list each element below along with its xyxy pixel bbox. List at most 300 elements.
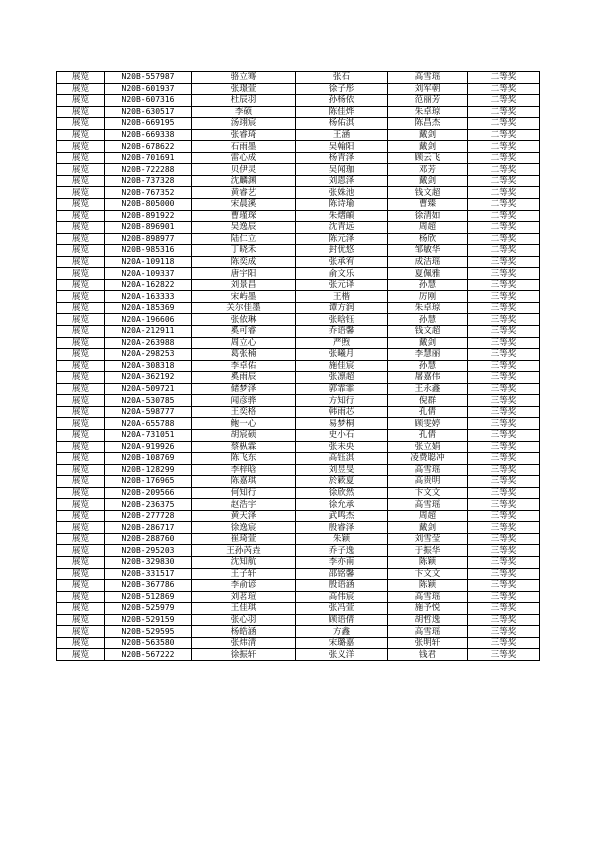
table-row [57, 152, 540, 164]
category-cell: 展览 [57, 406, 105, 418]
student-name-cell: 奚雨辰 [192, 372, 296, 384]
code-cell: N20B-176965 [105, 476, 192, 488]
award-cell: 三等奖 [468, 580, 540, 592]
award-cell: 二等奖 [468, 106, 540, 118]
teacher-name-cell: 钱君 [388, 649, 468, 661]
teacher-name-cell: 周超 [388, 510, 468, 522]
partner-name-cell: 刘昱旻 [296, 464, 388, 476]
category-cell: 展览 [57, 72, 105, 84]
student-name-cell: 王奕格 [192, 406, 296, 418]
partner-name-cell: 张义洋 [296, 649, 388, 661]
table-row [57, 187, 540, 199]
partner-name-cell: 宋璐嘉 [296, 637, 388, 649]
teacher-name-cell: 顾雯婷 [388, 418, 468, 430]
award-cell: 三等奖 [468, 268, 540, 280]
category-cell: 展览 [57, 476, 105, 488]
student-name-cell: 吴逸辰 [192, 222, 296, 234]
teacher-name-cell: 高雪瑶 [388, 464, 468, 476]
category-cell: 展览 [57, 499, 105, 511]
award-cell: 三等奖 [468, 429, 540, 441]
award-cell: 三等奖 [468, 591, 540, 603]
code-cell: N20B-108769 [105, 453, 192, 465]
category-cell: 展览 [57, 279, 105, 291]
partner-name-cell: 殷语涵 [296, 580, 388, 592]
code-cell: N20B-557987 [105, 72, 192, 84]
student-name-cell: 黄天泽 [192, 510, 296, 522]
student-name-cell: 王佳琪 [192, 603, 296, 615]
code-cell: N20A-263988 [105, 337, 192, 349]
student-name-cell: 丁晓禾 [192, 245, 296, 257]
teacher-name-cell: 王永鑫 [388, 383, 468, 395]
student-name-cell: 陈奕成 [192, 256, 296, 268]
category-cell: 展览 [57, 302, 105, 314]
teacher-name-cell: 高雪瑶 [388, 499, 468, 511]
table-row [57, 256, 540, 268]
teacher-name-cell: 周超 [388, 222, 468, 234]
student-name-cell: 王子轩 [192, 568, 296, 580]
student-name-cell: 葛张楠 [192, 349, 296, 361]
code-cell: N20B-701691 [105, 152, 192, 164]
award-cell: 三等奖 [468, 372, 540, 384]
code-cell: N20B-512869 [105, 591, 192, 603]
partner-name-cell: 王涵 [296, 129, 388, 141]
category-cell: 展览 [57, 152, 105, 164]
category-cell: 展览 [57, 614, 105, 626]
table-row [57, 279, 540, 291]
code-cell: N20A-919926 [105, 441, 192, 453]
table-row [57, 337, 540, 349]
award-cell: 三等奖 [468, 441, 540, 453]
student-name-cell: 徐逸宸 [192, 522, 296, 534]
code-cell: N20A-196606 [105, 314, 192, 326]
award-cell: 二等奖 [468, 152, 540, 164]
award-cell: 三等奖 [468, 464, 540, 476]
partner-name-cell: 陈诗瑜 [296, 199, 388, 211]
table-row [57, 418, 540, 430]
teacher-name-cell: 钱文超 [388, 187, 468, 199]
award-cell: 三等奖 [468, 510, 540, 522]
category-cell: 展览 [57, 199, 105, 211]
partner-name-cell: 张石 [296, 72, 388, 84]
category-cell: 展览 [57, 83, 105, 95]
code-cell: N20B-277728 [105, 510, 192, 522]
code-cell: N20A-163333 [105, 291, 192, 303]
student-name-cell: 黄睿艺 [192, 187, 296, 199]
table-row [57, 476, 540, 488]
category-cell: 展览 [57, 556, 105, 568]
category-cell: 展览 [57, 141, 105, 153]
partner-name-cell: 韩雨芯 [296, 406, 388, 418]
category-cell: 展览 [57, 164, 105, 176]
code-cell: N20B-607316 [105, 95, 192, 107]
category-cell: 展览 [57, 372, 105, 384]
partner-name-cell: 张姝池 [296, 187, 388, 199]
teacher-name-cell: 成洁瑶 [388, 256, 468, 268]
category-cell: 展览 [57, 510, 105, 522]
award-cell: 三等奖 [468, 256, 540, 268]
award-cell: 二等奖 [468, 222, 540, 234]
partner-name-cell: 於簌夏 [296, 476, 388, 488]
category-cell: 展览 [57, 383, 105, 395]
partner-name-cell: 方知行 [296, 395, 388, 407]
table-row [57, 268, 540, 280]
award-cell: 三等奖 [468, 395, 540, 407]
code-cell: N20A-509721 [105, 383, 192, 395]
category-cell: 展览 [57, 429, 105, 441]
category-cell: 展览 [57, 349, 105, 361]
code-cell: N20B-737328 [105, 175, 192, 187]
partner-name-cell: 高钰淇 [296, 453, 388, 465]
table-row [57, 464, 540, 476]
student-name-cell: 雷心成 [192, 152, 296, 164]
partner-name-cell: 徐子彤 [296, 83, 388, 95]
award-cell: 二等奖 [468, 187, 540, 199]
partner-name-cell: 谭方润 [296, 302, 388, 314]
award-cell: 三等奖 [468, 649, 540, 661]
category-cell: 展览 [57, 106, 105, 118]
table-row [57, 118, 540, 130]
table-row [57, 429, 540, 441]
code-cell: N20B-295203 [105, 545, 192, 557]
student-name-cell: 张心羽 [192, 614, 296, 626]
code-cell: N20B-529159 [105, 614, 192, 626]
award-cell: 三等奖 [468, 614, 540, 626]
table-row [57, 175, 540, 187]
student-name-cell: 杨皓涵 [192, 626, 296, 638]
student-name-cell: 宋屿墨 [192, 291, 296, 303]
student-name-cell: 李梓晗 [192, 464, 296, 476]
partner-name-cell: 乔子逸 [296, 545, 388, 557]
student-name-cell: 张睿琦 [192, 129, 296, 141]
award-cell: 二等奖 [468, 175, 540, 187]
teacher-name-cell: 范丽芳 [388, 95, 468, 107]
code-cell: N20A-212911 [105, 326, 192, 338]
award-cell: 三等奖 [468, 453, 540, 465]
table-row [57, 533, 540, 545]
category-cell: 展览 [57, 360, 105, 372]
table-row [57, 199, 540, 211]
award-cell: 二等奖 [468, 199, 540, 211]
table-row [57, 487, 540, 499]
student-name-cell: 陈飞东 [192, 453, 296, 465]
teacher-name-cell: 夏佩雅 [388, 268, 468, 280]
table-row [57, 372, 540, 384]
award-cell: 三等奖 [468, 314, 540, 326]
teacher-name-cell: 邹敏华 [388, 245, 468, 257]
award-cell: 二等奖 [468, 164, 540, 176]
student-name-cell: 唐宇阳 [192, 268, 296, 280]
award-cell: 三等奖 [468, 637, 540, 649]
category-cell: 展览 [57, 95, 105, 107]
table-row [57, 72, 540, 84]
table-row [57, 360, 540, 372]
teacher-name-cell: 胡哲逸 [388, 614, 468, 626]
partner-name-cell: 徐欣然 [296, 487, 388, 499]
teacher-name-cell: 李慧丽 [388, 349, 468, 361]
category-cell: 展览 [57, 545, 105, 557]
partner-name-cell: 易梦桐 [296, 418, 388, 430]
code-cell: N20B-678622 [105, 141, 192, 153]
table-row [57, 441, 540, 453]
student-name-cell: 张依琳 [192, 314, 296, 326]
student-name-cell: 李俞谚 [192, 580, 296, 592]
category-cell: 展览 [57, 580, 105, 592]
student-name-cell: 骆立骞 [192, 72, 296, 84]
award-cell: 二等奖 [468, 141, 540, 153]
teacher-name-cell: 卞文文 [388, 568, 468, 580]
table-row [57, 233, 540, 245]
category-cell: 展览 [57, 522, 105, 534]
table-row [57, 637, 540, 649]
award-cell: 三等奖 [468, 406, 540, 418]
teacher-name-cell: 高雪瑶 [388, 72, 468, 84]
student-name-cell: 闻彦骅 [192, 395, 296, 407]
student-name-cell: 陈嘉琪 [192, 476, 296, 488]
teacher-name-cell: 屠嘉伟 [388, 372, 468, 384]
category-cell: 展览 [57, 464, 105, 476]
category-cell: 展览 [57, 256, 105, 268]
code-cell: N20B-722288 [105, 164, 192, 176]
code-cell: N20B-630517 [105, 106, 192, 118]
code-cell: N20B-329830 [105, 556, 192, 568]
award-cell: 二等奖 [468, 72, 540, 84]
table-row [57, 614, 540, 626]
award-cell: 三等奖 [468, 360, 540, 372]
teacher-name-cell: 于振华 [388, 545, 468, 557]
table-row [57, 106, 540, 118]
partner-name-cell: 张承宥 [296, 256, 388, 268]
teacher-name-cell: 徐清如 [388, 210, 468, 222]
partner-name-cell: 张元译 [296, 279, 388, 291]
award-cell: 三等奖 [468, 383, 540, 395]
table-row [57, 510, 540, 522]
student-name-cell: 周立心 [192, 337, 296, 349]
partner-name-cell: 陈元泽 [296, 233, 388, 245]
table-row [57, 568, 540, 580]
table-row [57, 603, 540, 615]
code-cell: N20A-731051 [105, 429, 192, 441]
category-cell: 展览 [57, 626, 105, 638]
code-cell: N20B-525979 [105, 603, 192, 615]
partner-name-cell: 武鸣杰 [296, 510, 388, 522]
award-cell: 二等奖 [468, 95, 540, 107]
partner-name-cell: 朱颖 [296, 533, 388, 545]
partner-name-cell: 乔语馨 [296, 326, 388, 338]
student-name-cell: 何知行 [192, 487, 296, 499]
partner-name-cell: 李亦南 [296, 556, 388, 568]
partner-name-cell: 陈佳烨 [296, 106, 388, 118]
code-cell: N20A-362192 [105, 372, 192, 384]
teacher-name-cell: 陈颖 [388, 556, 468, 568]
code-cell: N20A-530785 [105, 395, 192, 407]
category-cell: 展览 [57, 314, 105, 326]
table-row [57, 626, 540, 638]
table-row [57, 522, 540, 534]
teacher-name-cell: 戴剑 [388, 337, 468, 349]
category-cell: 展览 [57, 568, 105, 580]
student-name-cell: 贝伊灵 [192, 164, 296, 176]
teacher-name-cell: 厉刚 [388, 291, 468, 303]
category-cell: 展览 [57, 210, 105, 222]
student-name-cell: 刘景昌 [192, 279, 296, 291]
category-cell: 展览 [57, 187, 105, 199]
table-row [57, 453, 540, 465]
table-row [57, 314, 540, 326]
code-cell: N20B-236375 [105, 499, 192, 511]
teacher-name-cell: 高雪瑶 [388, 626, 468, 638]
awards-table [56, 71, 540, 661]
code-cell: N20A-185369 [105, 302, 192, 314]
student-name-cell: 石雨墨 [192, 141, 296, 153]
teacher-name-cell: 凌费聪冲 [388, 453, 468, 465]
category-cell: 展览 [57, 441, 105, 453]
code-cell: N20A-109118 [105, 256, 192, 268]
award-cell: 三等奖 [468, 603, 540, 615]
student-name-cell: 胡宸硕 [192, 429, 296, 441]
student-name-cell: 崔琦萱 [192, 533, 296, 545]
awards-table-body [57, 72, 540, 661]
category-cell: 展览 [57, 326, 105, 338]
category-cell: 展览 [57, 291, 105, 303]
partner-name-cell: 张未央 [296, 441, 388, 453]
category-cell: 展览 [57, 395, 105, 407]
partner-name-cell: 张冯萱 [296, 603, 388, 615]
teacher-name-cell: 戴剑 [388, 141, 468, 153]
partner-name-cell: 封优悠 [296, 245, 388, 257]
partner-name-cell: 顾语倩 [296, 614, 388, 626]
category-cell: 展览 [57, 637, 105, 649]
student-name-cell: 奚可睿 [192, 326, 296, 338]
award-cell: 二等奖 [468, 210, 540, 222]
student-name-cell: 张璟萱 [192, 83, 296, 95]
partner-name-cell: 邵铭馨 [296, 568, 388, 580]
teacher-name-cell: 钱文超 [388, 326, 468, 338]
table-row [57, 406, 540, 418]
code-cell: N20B-601937 [105, 83, 192, 95]
award-cell: 三等奖 [468, 349, 540, 361]
code-cell: N20B-896901 [105, 222, 192, 234]
table-row [57, 210, 540, 222]
teacher-name-cell: 曹臻 [388, 199, 468, 211]
table-row [57, 302, 540, 314]
table-row [57, 326, 540, 338]
student-name-cell: 沈麟渊 [192, 175, 296, 187]
teacher-name-cell: 倪群 [388, 395, 468, 407]
partner-name-cell: 张凛超 [296, 372, 388, 384]
award-cell: 三等奖 [468, 626, 540, 638]
award-cell: 二等奖 [468, 245, 540, 257]
teacher-name-cell: 孙慧 [388, 314, 468, 326]
award-cell: 三等奖 [468, 487, 540, 499]
award-cell: 二等奖 [468, 129, 540, 141]
code-cell: N20A-109337 [105, 268, 192, 280]
code-cell: N20B-367786 [105, 580, 192, 592]
category-cell: 展览 [57, 268, 105, 280]
partner-name-cell: 杨佑淇 [296, 118, 388, 130]
partner-name-cell: 史小石 [296, 429, 388, 441]
partner-name-cell: 吴翰阳 [296, 141, 388, 153]
table-row [57, 499, 540, 511]
partner-name-cell: 施佳宸 [296, 360, 388, 372]
teacher-name-cell: 刘雪莹 [388, 533, 468, 545]
teacher-name-cell: 孔倩 [388, 429, 468, 441]
table-row [57, 141, 540, 153]
partner-name-cell: 刘恩泽 [296, 175, 388, 187]
award-cell: 三等奖 [468, 545, 540, 557]
teacher-name-cell: 朱卓琼 [388, 106, 468, 118]
student-name-cell: 李硕 [192, 106, 296, 118]
student-name-cell: 关尔佳墨 [192, 302, 296, 314]
teacher-name-cell: 孔倩 [388, 406, 468, 418]
category-cell: 展览 [57, 233, 105, 245]
partner-name-cell: 高伟宸 [296, 591, 388, 603]
table-row [57, 95, 540, 107]
table-row [57, 83, 540, 95]
award-cell: 三等奖 [468, 279, 540, 291]
student-name-cell: 杜辰羽 [192, 95, 296, 107]
award-cell: 二等奖 [468, 83, 540, 95]
award-cell: 三等奖 [468, 499, 540, 511]
teacher-name-cell: 陈颖 [388, 580, 468, 592]
student-name-cell: 刘茗瑄 [192, 591, 296, 603]
category-cell: 展览 [57, 245, 105, 257]
award-cell: 三等奖 [468, 302, 540, 314]
partner-name-cell: 方鑫 [296, 626, 388, 638]
student-name-cell: 鲍一心 [192, 418, 296, 430]
table-row [57, 545, 540, 557]
student-name-cell: 曹瑾琛 [192, 210, 296, 222]
award-cell: 三等奖 [468, 291, 540, 303]
teacher-name-cell: 张立娟 [388, 441, 468, 453]
partner-name-cell: 俞文乐 [296, 268, 388, 280]
teacher-name-cell: 朱卓琼 [388, 302, 468, 314]
category-cell: 展览 [57, 222, 105, 234]
teacher-name-cell: 顾云飞 [388, 152, 468, 164]
award-cell: 三等奖 [468, 418, 540, 430]
student-name-cell: 赵浩宇 [192, 499, 296, 511]
teacher-name-cell: 刘军朝 [388, 83, 468, 95]
code-cell: N20B-891922 [105, 210, 192, 222]
teacher-name-cell: 杨欣 [388, 233, 468, 245]
award-cell: 三等奖 [468, 326, 540, 338]
student-name-cell: 张炜清 [192, 637, 296, 649]
code-cell: N20A-598777 [105, 406, 192, 418]
partner-name-cell: 徐允承 [296, 499, 388, 511]
code-cell: N20B-567222 [105, 649, 192, 661]
student-name-cell: 李卓佑 [192, 360, 296, 372]
student-name-cell: 储梦泽 [192, 383, 296, 395]
award-cell: 二等奖 [468, 233, 540, 245]
code-cell: N20B-669195 [105, 118, 192, 130]
teacher-name-cell: 高贵明 [388, 476, 468, 488]
category-cell: 展览 [57, 175, 105, 187]
award-cell: 三等奖 [468, 522, 540, 534]
category-cell: 展览 [57, 453, 105, 465]
teacher-name-cell: 陈昌杰 [388, 118, 468, 130]
partner-name-cell: 孙杨依 [296, 95, 388, 107]
table-row [57, 556, 540, 568]
table-row [57, 349, 540, 361]
table-row [57, 222, 540, 234]
partner-name-cell: 沈青远 [296, 222, 388, 234]
table-row [57, 291, 540, 303]
student-name-cell: 陆仁立 [192, 233, 296, 245]
code-cell: N20B-898977 [105, 233, 192, 245]
code-cell: N20A-162822 [105, 279, 192, 291]
category-cell: 展览 [57, 418, 105, 430]
award-cell: 三等奖 [468, 533, 540, 545]
code-cell: N20B-209566 [105, 487, 192, 499]
